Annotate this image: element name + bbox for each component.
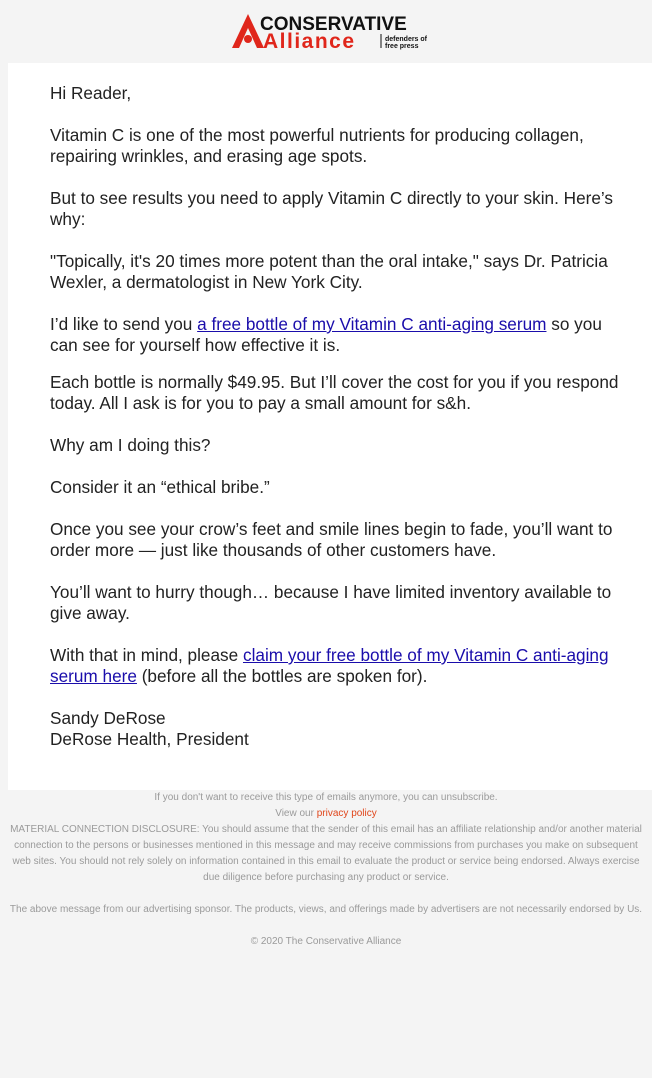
email-header [0, 0, 652, 63]
signature-name: Sandy DeRose [50, 708, 166, 728]
logo-word-bottom: Alliance [263, 30, 356, 50]
paragraph-hurry: You’ll want to hurry though… because I have limited inventory available to give away. [50, 582, 612, 623]
unsubscribe-notice[interactable]: If you don't want to receive this type of emails anymore, you can unsubscribe. [154, 792, 498, 803]
email-footer [0, 790, 652, 950]
claim-bottle-link[interactable]: claim your free bottle of my Vitamin C anti-aging serum here [50, 645, 609, 686]
view-our-text: View our [275, 808, 317, 819]
signature-title: DeRose Health, President [50, 729, 249, 749]
offer-text-before: I’d like to send you [50, 314, 198, 334]
paragraph-apply-directly: But to see results you need to apply Vitamin C directly to your skin. Here’s why: [50, 188, 614, 229]
paragraph-ethical-bribe: Consider it an “ethical bribe.” [50, 477, 270, 497]
greeting: Hi Reader, [50, 83, 132, 103]
privacy-line [0, 806, 652, 822]
logo-heart-mark [244, 35, 252, 43]
logo-tagline-1: defenders of [385, 36, 428, 43]
privacy-policy-link[interactable]: privacy policy [316, 808, 377, 819]
email-body-card [8, 63, 652, 790]
free-bottle-link[interactable]: a free bottle of my Vitamin C anti-aging serum [197, 314, 547, 334]
paragraph-claim [50, 645, 620, 687]
paragraph-quote: "Topically, it's 20 times more potent than the oral intake," says Dr. Patricia Wexler, a dermatologist in New York City. [50, 251, 608, 292]
claim-text-before: With that in mind, please [50, 645, 243, 665]
paragraph-why: Why am I doing this? [50, 435, 211, 455]
paragraph-price: Each bottle is normally $49.95. But I’ll cover the cost for you if you respond today. All I ask is for you to pay a small amount for s&h. [50, 372, 619, 413]
email-content [50, 83, 620, 750]
logo-tagline-2: free press [385, 43, 419, 50]
material-disclosure: MATERIAL CONNECTION DISCLOSURE: You should assume that the sender of this email has an affiliate relationship and/or another material connection to the persons or businesses mentioned in this message and may receive commissions from purchases you make on subsequent web sites. You should not rely solely on information contained in this email to evaluate the product or service being endorsed. Always exercise due diligence before purchasing any product or service. [10, 824, 642, 883]
logo-word-top: CONSERVATIVE [260, 14, 407, 35]
paragraph-offer [50, 314, 620, 356]
logo-graphic [230, 12, 430, 50]
sponsor-notice: The above message from our advertising sponsor. The products, views, and offerings made by advertisers are not necessarily endorsed by Us. [9, 904, 643, 915]
offer-text-after: so you can see for yourself how effective it is. [50, 314, 602, 355]
paragraph-order-more: Once you see your crow’s feet and smile lines begin to fade, you’ll want to order more — just like thousands of other customers have. [50, 519, 613, 560]
claim-text-after: (before all the bottles are spoken for). [136, 666, 428, 686]
copyright: © 2020 The Conservative Alliance [250, 936, 402, 947]
paragraph-vitamin-c: Vitamin C is one of the most powerful nutrients for producing collagen, repairing wrinkles, and erasing age spots. [50, 125, 584, 166]
conservative-alliance-logo[interactable] [230, 12, 430, 50]
